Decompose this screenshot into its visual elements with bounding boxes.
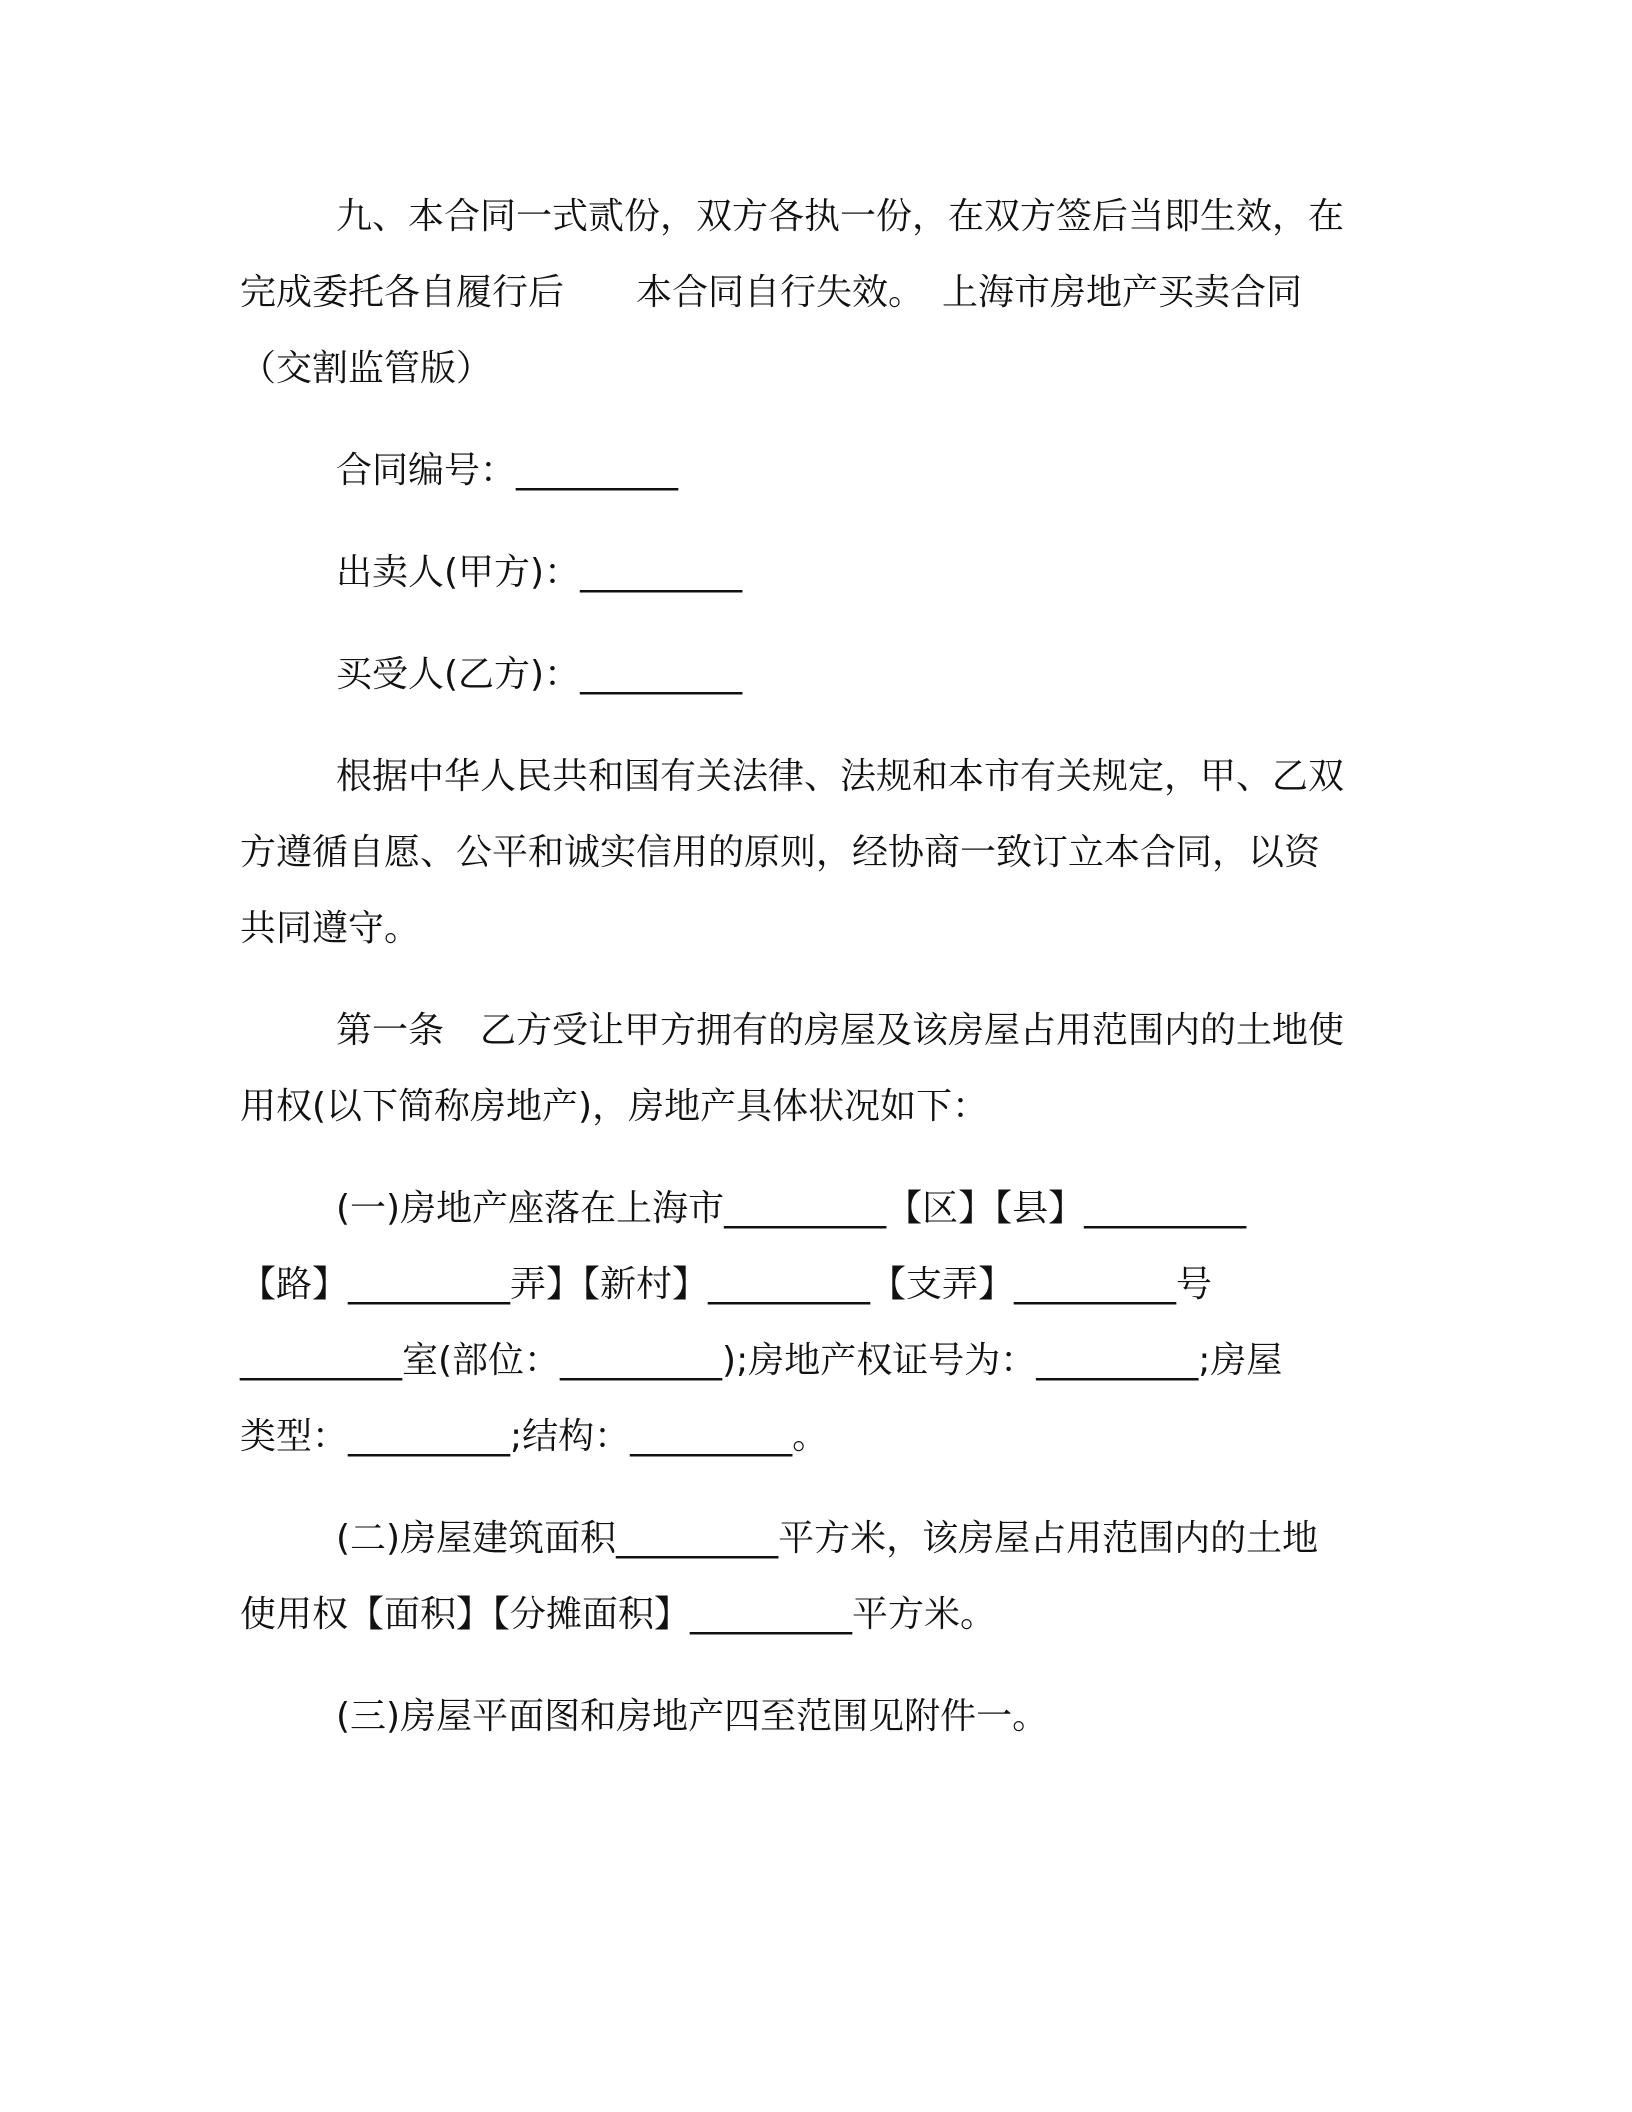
- seller-field: 出卖人(甲方)：_________: [336, 552, 743, 593]
- clause-nine-line-1: 九、本合同一式贰份，双方各执一份，在双方签后当即生效，在: [336, 196, 1345, 237]
- contract-version-line: （交割监管版）: [240, 348, 493, 389]
- item-one-line-4: 类型：_________;结构：_________。: [240, 1416, 829, 1457]
- article-one-line-1: 第一条 乙方受让甲方拥有的房屋及该房屋占用范围内的土地使: [336, 1010, 1345, 1051]
- item-one-line-1: (一)房地产座落在上海市_________【区】【县】_________: [336, 1188, 1247, 1229]
- item-one-line-3: _________室(部位：_________);房地产权证号为：_________;房屋: [240, 1340, 1283, 1381]
- item-one-line-2: 【路】_________弄】【新村】_________【支弄】_________号: [240, 1264, 1213, 1305]
- preamble-line-3: 共同遵守。: [240, 908, 421, 949]
- contract-number-field: 合同编号：_________: [336, 450, 679, 491]
- buyer-field: 买受人(乙方)：_________: [336, 654, 743, 695]
- clause-nine-line-2: 完成委托各自履行后 本合同自行失效。 上海市房地产买卖合同: [240, 272, 1303, 313]
- article-one-line-2: 用权(以下简称房地产)，房地产具体状况如下：: [240, 1086, 989, 1127]
- item-two-line-1: (二)房屋建筑面积_________平方米，该房屋占用范围内的土地: [336, 1518, 1319, 1559]
- item-two-line-2: 使用权【面积】【分摊面积】_________平方米。: [240, 1594, 997, 1635]
- preamble-line-1: 根据中华人民共和国有关法律、法规和本市有关规定，甲、乙双: [336, 756, 1345, 797]
- item-three-line: (三)房屋平面图和房地产四至范围见附件一。: [336, 1696, 1049, 1737]
- preamble-line-2: 方遵循自愿、公平和诚实信用的原则，经协商一致订立本合同，以资: [240, 832, 1321, 873]
